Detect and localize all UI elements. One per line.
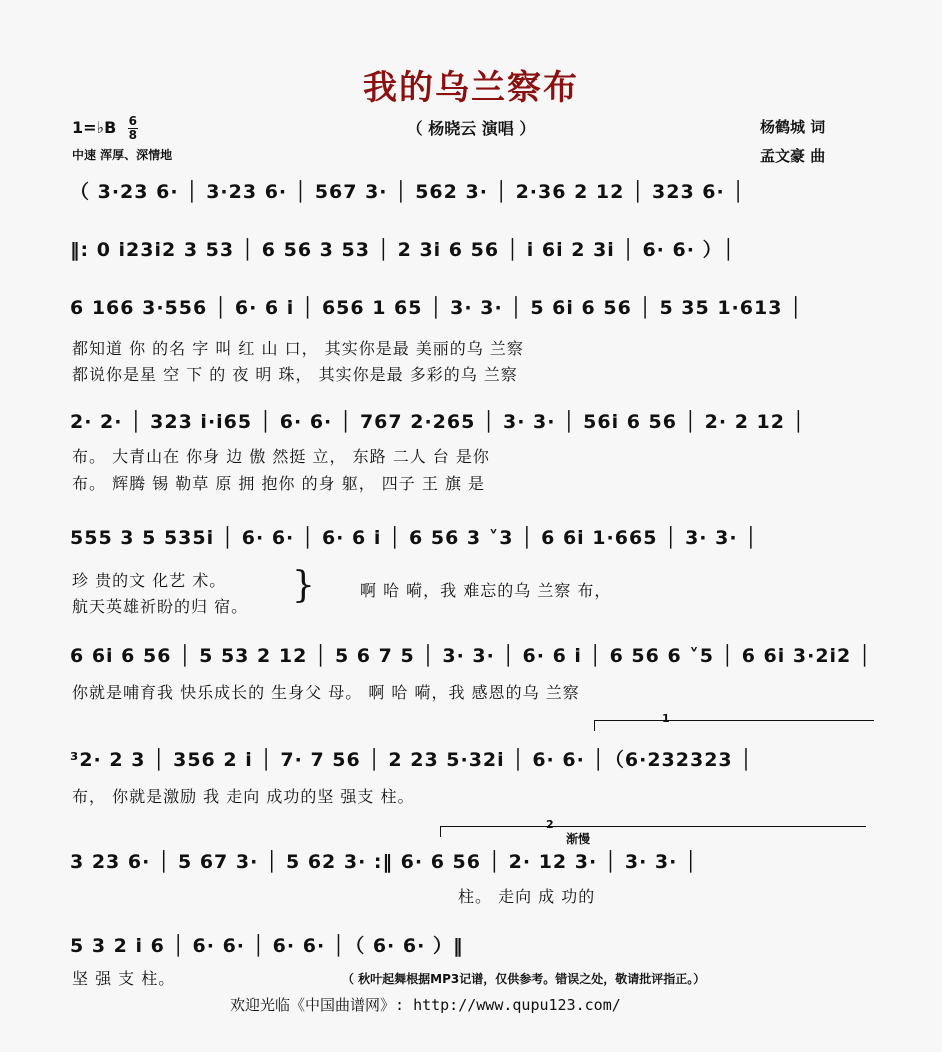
lyric-line: 你就是哺育我 快乐成长的 生身父 母。 啊 哈 嗬，我 感恩的乌 兰察 (72, 683, 580, 702)
lyric-verse-1: 都知道 你 的名 字 叫 红 山 口， 其实你是最 美丽的乌 兰察 (72, 339, 524, 358)
lyric-verse-1: 珍 贵的文 化艺 术。 (72, 571, 227, 590)
lyric-verse-2: 布。 辉腾 锡 勒草 原 拥 抱你 的身 躯， 四子 王 旗 是 (72, 474, 486, 493)
song-title: 我的乌兰察布 (363, 68, 579, 108)
notation-line: 2· 2· │ 323 i·i65 │ 6· 6· │ 767 2·265 │ 3· 3· │ 56i 6 56 │ 2· 2 12 │ (70, 411, 806, 433)
notation-line: （ 3·23 6· │ 3·23 6· │ 567 3· │ 562 3· │ 2·36 2 12 │ 323 6· │ (70, 181, 745, 203)
lyric-verse-1: 布。 大青山在 你身 边 傲 然挺 立， 东路 二人 台 是你 (72, 447, 490, 466)
notation-line: 6 6i 6 56 │ 5 53 2 12 │ 5 6 7 5 │ 3· 3· │ 6· 6 i │ 6 56 6 ˅5 │ 6 6i 3·2i2 │ (70, 645, 872, 667)
time-signature (128, 116, 138, 141)
notation-line: 6 166 3·556 │ 6· 6 i │ 656 1 65 │ 3· 3· │ 5 6i 6 56 │ 5 35 1·613 │ (70, 297, 803, 319)
volta-bracket-1 (594, 720, 874, 721)
transcriber-note: （ 秋叶起舞根据MP3记谱，仅供参考。错误之处，敬请批评指正。） (342, 972, 706, 986)
lyricist-credit: 杨鹤城 词 (760, 118, 826, 136)
lyric-verse-2: 都说你是星 空 下 的 夜 明 珠， 其实你是最 多彩的乌 兰察 (72, 365, 518, 384)
lyric-line: 坚 强 支 柱。 (72, 969, 176, 988)
key-signature (72, 116, 138, 141)
lyric-verse-2: 航天英雄祈盼的归 宿。 (72, 597, 249, 616)
volta-number: 1 (662, 712, 670, 725)
notation-line: 3 23 6· │ 5 67 3· │ 5 62 3· :‖ 6· 6 56 │ 2· 12 3· │ 3· 3· │ (70, 851, 698, 873)
ritardando-marking: 渐慢 (566, 832, 591, 846)
notation-line: 555 3 5 535i │ 6· 6· │ 6· 6 i │ 6 56 3 ˅3 │ 6 6i 1·665 │ 3· 3· │ (70, 527, 758, 549)
key-label: 1=♭B (72, 118, 117, 137)
notation-line: ‖: 0 i23i2 3 53 │ 6 56 3 53 │ 2 3i 6 56 │ i 6i 2 3i │ 6· 6· ）│ (70, 239, 736, 261)
singer-credit: （ 杨晓云 演唱 ） (406, 119, 536, 138)
notation-line: 5 3 2 i 6 │ 6· 6· │ 6· 6· │（ 6· 6· ）‖ (70, 935, 464, 957)
score-row-3 (70, 296, 890, 336)
composer-credit: 孟文豪 曲 (760, 147, 826, 165)
score-row-9 (70, 934, 890, 974)
lyric-chorus: 啊 哈 嗬，我 难忘的乌 兰察 布， (360, 581, 612, 600)
lyric-line: 布， 你就是激励 我 走向 成功的坚 强支 柱。 (72, 787, 415, 806)
score-row-2 (70, 238, 890, 278)
lyric-line: 柱。 走向 成 功的 (458, 887, 596, 906)
score-row-1 (70, 180, 890, 220)
tempo-marking: 中速 浑厚、深情地 (72, 148, 173, 162)
score-row-7 (70, 748, 890, 788)
score-row-5 (70, 526, 890, 566)
volta-bracket-2 (440, 826, 866, 827)
notation-line: ³2· 2 3 │ 356 2 i │ 7· 7 56 │ 2 23 5·32i │ 6· 6· │（6·232323 │ (70, 749, 753, 771)
score-row-6 (70, 644, 890, 684)
time-numerator: 6 (128, 114, 138, 128)
site-footer: 欢迎光临《中国曲谱网》: http://www.qupu123.com/ (230, 996, 621, 1014)
time-denominator: 8 (128, 128, 138, 142)
volta-number: 2 (546, 818, 554, 831)
lyric-brace: } (292, 565, 315, 606)
